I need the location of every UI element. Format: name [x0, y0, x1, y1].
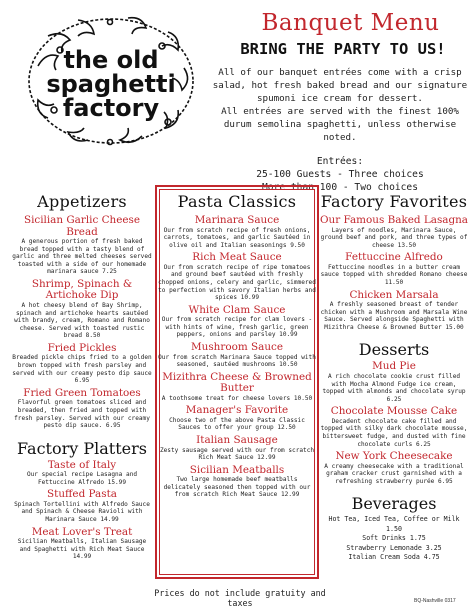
menu-item-name: Fettuccine Alfredo — [345, 251, 443, 264]
entree-line: More than 100 - Two choices — [262, 182, 418, 193]
menu-item-desc: A creamy cheesecake with a traditional graham cracker crust garnished with a refreshing strawberry purée 6.95 — [324, 462, 464, 485]
menu-item-name: Fried Pickles — [47, 341, 117, 354]
factory-favorites-title: Factory Favorites — [320, 192, 468, 211]
menu-code: BQ-Nashville 0317 — [414, 598, 456, 604]
footer-note: Prices do not include gratuity and taxes — [154, 588, 326, 608]
platters-title: Factory Platters — [17, 438, 147, 458]
menu-item-name: Rich Meat Sauce — [192, 251, 282, 264]
menu-item-name: Mizithra Cheese & Browned Butter — [162, 370, 312, 395]
menu-item-desc: Two large homemade beef meatballs delicately seasoned then topped with our from scratch Rich Meat Sauce 12.99 — [163, 476, 311, 499]
menu-item-name: Manager's Favorite — [185, 404, 289, 417]
page-subtitle: BRING THE PARTY TO US! — [240, 40, 446, 58]
menu-item-desc: Decadent chocolate cake filled and topped with silky dark chocolate mousse, bittersweet fudge, and dusted with fine chocolate curls 6.25 — [320, 417, 468, 448]
menu-item-desc: Fettuccine noodles in a butter cream sauce topped with shredded Romano cheese 11.50 — [320, 263, 468, 286]
menu-item-desc: A hot cheesy blend of Bay Shrimp, spinach and artichoke hearts sautéed with brandy, cream, Romano and Romano cheese. Served with toasted rustic bread 8.50 — [14, 301, 150, 340]
right-column — [320, 192, 468, 563]
menu-item-desc: A freshly seasoned breast of tender chicken with a Mushroom and Marsala Wine Sauce. Served alongside Spaghetti with Mizithra Cheese & Browned Butter 15.00 — [320, 301, 468, 331]
menu-item-name: Italian Sausage — [196, 434, 278, 446]
intro-line: spumoni ice cream for dessert. — [257, 93, 423, 104]
menu-item-desc: Choose two of the above Pasta Classic Sauces to offer your group 12.50 — [169, 416, 305, 432]
logo-text-line3: factory — [62, 94, 160, 122]
beverage-line: Italian Cream Soda 4.75 — [348, 553, 440, 562]
menu-item-desc: A toothsome treat for cheese lovers 10.50 — [161, 394, 313, 402]
entree-line: 25-100 Guests - Three choices — [256, 169, 424, 180]
intro-text — [212, 66, 468, 144]
beverage-line: Hot Tea, Iced Tea, Coffee or Milk 1.50 — [328, 515, 460, 533]
menu-item-desc: Spinach Tortellini with Alfredo Sauce and Spinach & Cheese Ravioli with Marinara Sauce 14.99 — [14, 500, 150, 524]
entree-line: Entrées: — [316, 156, 364, 167]
intro-line: durum semolina spaghetti, unless otherwise noted. — [223, 119, 457, 143]
restaurant-logo — [18, 6, 204, 156]
menu-item-name: Taste of Italy — [47, 458, 117, 471]
left-column — [12, 192, 152, 561]
beverage-line: Soft Drinks 1.75 — [362, 534, 426, 543]
menu-item-name: Marinara Sauce — [194, 214, 280, 226]
menu-item-name: Mud Pie — [372, 360, 416, 373]
menu-item-name: Fried Green Tomatoes — [23, 386, 141, 399]
menu-item-name: New York Cheesecake — [335, 450, 453, 463]
logo-vine-wreath — [18, 6, 204, 156]
beverages-title: Beverages — [351, 494, 437, 514]
pasta-classics-title: Pasta Classics — [177, 192, 297, 211]
intro-line: All of our banquet entrées come with a crisp — [218, 67, 462, 78]
logo-text-line2: spaghetti — [46, 70, 176, 98]
menu-item-name: Chicken Marsala — [349, 288, 439, 301]
menu-item-desc: Sicilian Meatballs, Italian Sausage and Spaghetti with Rich Meat Sauce 14.99 — [17, 538, 147, 561]
menu-item-desc: Layers of noodles, Marinara Sauce, ground beef and pork, and three types of cheese 13.50 — [320, 226, 468, 249]
desserts-title: Desserts — [358, 340, 430, 360]
menu-item-desc: Our from scratch Marinara Sauce topped with seasoned, sautéed mushrooms 10.50 — [158, 353, 316, 369]
menu-item-desc: A rich chocolate cookie crust filled with Mocha Almond Fudge ice cream, topped with almonds and chocolate syrup 6.25 — [322, 372, 466, 403]
menu-item-desc: Breaded pickle chips fried to a golden brown topped with fresh parsley and served with our creamy pesto dip sauce 6.95 — [12, 354, 152, 385]
intro-line: All entrées are served with the finest 100% — [221, 106, 459, 117]
menu-item-name: Sicilian Garlic Cheese Bread — [23, 214, 141, 238]
beverage-line: Strawberry Lemonade 3.25 — [346, 543, 442, 552]
menu-item-name: Shrimp, Spinach & Artichoke Dip — [31, 277, 133, 302]
menu-item-name: White Clam Sauce — [188, 303, 286, 316]
middle-column — [158, 192, 316, 499]
menu-item-desc: Our from scratch recipe of ripe tomatoes and ground beef sautéed with freshly chopped onions, celery and garlic, simmered to perfection with savory Italian herbs and spices 10.99 — [158, 263, 316, 302]
menu-item-name: Meat Lover's Treat — [31, 525, 133, 538]
menu-item-name: Our Famous Baked Lasagna — [320, 214, 469, 226]
appetizers-title: Appetizers — [37, 192, 127, 211]
menu-item-name: Sicilian Meatballs — [189, 463, 285, 476]
logo-text-line1: the old — [63, 46, 159, 74]
menu-item-name: Stuffed Pasta — [47, 488, 117, 501]
page-title: Banquet Menu — [261, 10, 440, 36]
menu-item-name: Mushroom Sauce — [191, 341, 283, 354]
intro-line: salad, hot fresh baked bread and our signature — [212, 80, 468, 91]
menu-item-desc: Flavorful green tomatoes sliced and breaded, then fried and topped with fresh parsley. Served with our creamy pesto dip sauce. 6.95 — [14, 399, 150, 430]
menu-item-name: Chocolate Mousse Cake — [330, 405, 458, 418]
menu-item-desc: Our from scratch recipe for clam lovers - with hints of wine, fresh garlic, green peppers, onions and parsley 10.99 — [161, 316, 313, 339]
menu-item-desc: Zesty sausage served with our from scratch Rich Meat Sauce 12.99 — [159, 446, 315, 462]
menu-item-desc: A generous portion of fresh baked bread topped with a tasty blend of garlic and three melted cheeses served toasted with a side of our homemade marinara sauce 7.25 — [12, 238, 152, 276]
menu-item-desc: Our from scratch recipe of fresh onions, carrots, tomatoes, and garlic Sautéed in olive oil and Italian seasonings 9.50 — [163, 226, 311, 249]
menu-item-desc: Our special recipe Lasagna and Fettuccine Alfredo 15.99 — [26, 471, 138, 486]
